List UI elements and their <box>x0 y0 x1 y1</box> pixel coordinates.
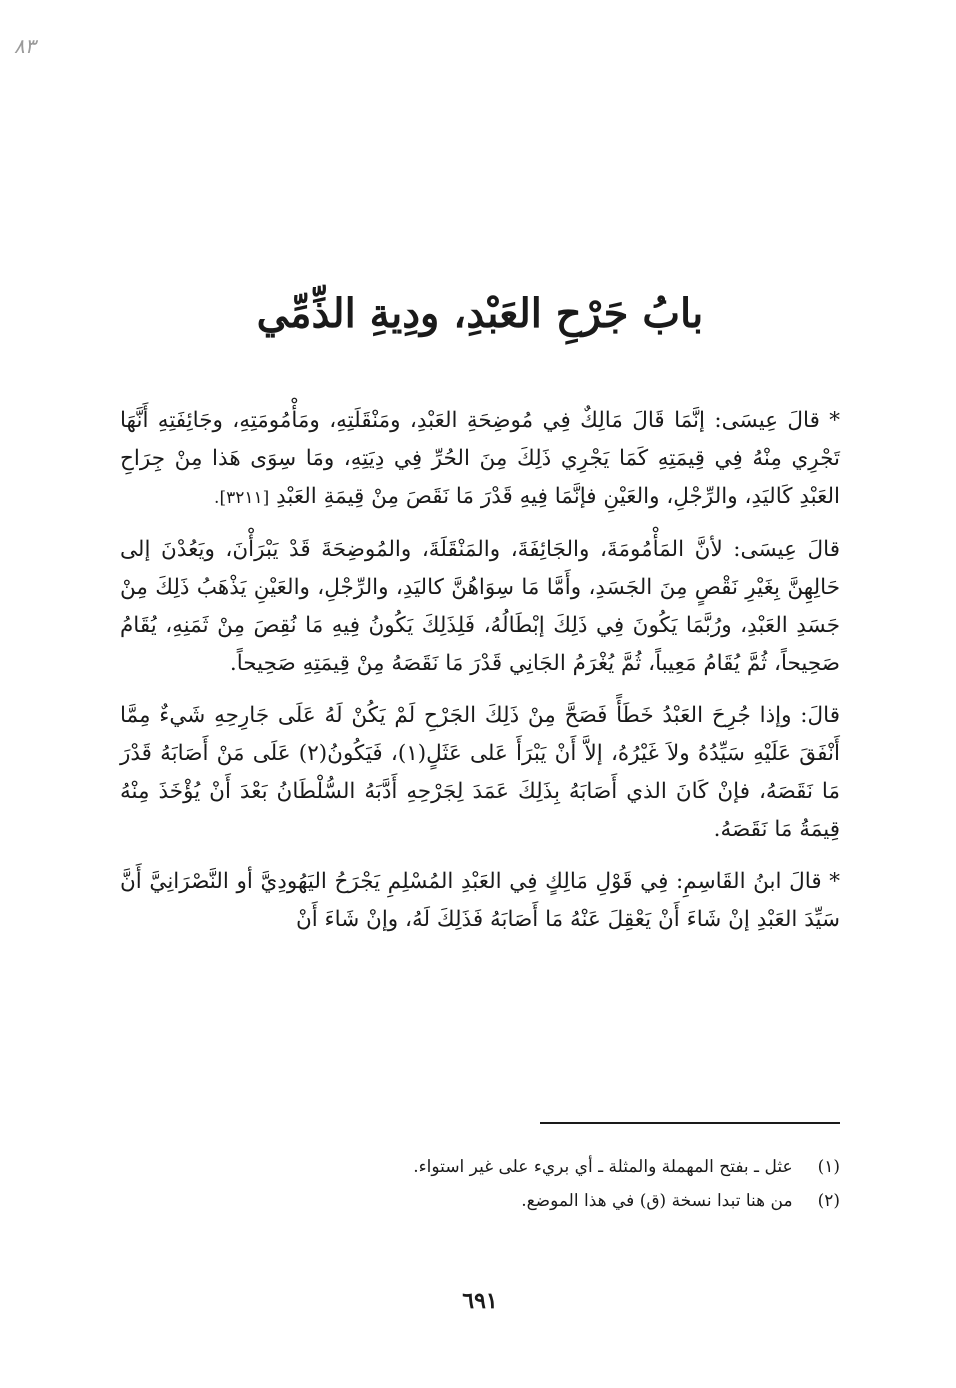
paragraph-2-text: قالَ عِيسَى: لأنَّ المَأْمُومَةَ، والجَائِفَةَ، والمَنْقَلَةَ، والمُوضِحَةَ قَدْ يَبْرَأْنَ، ويَعُدْنَ إلى حَالِهِنَّ بِغَيْرِ نَقْصٍ مِنَ الجَسَدِ، وأَمَّا مَا سِوَاهُنَّ كاليَدِ، والرِّجْلِ، والعَيْنِ يَذْهَبُ ذَلِكَ مِنْ جَسَدِ العَبْدِ، ورُبَّمَا يَكُونَ فِي ذَلِكَ إبْطَالُهُ، فَلِذَلِكَ يَكُونُ فِيهِ مَا نُقِصَ مِنْ ثَمَنِهِ، يُقَامُ صَحِيحاً، ثُمَّ يُقَامُ مَعِيباً، ثُمَّ يُغْرَمُ الجَانِي قَدْرَ مَا نَقَصَهُ مِنْ قِيمَتِهِ صَحِيحاً. <box>120 537 840 676</box>
corner-pencil-mark: ٨٣ <box>14 34 36 58</box>
body-text <box>120 402 840 953</box>
chapter-title: بابُ جَرْحِ العَبْدِ، ودِيةِ الذِّمِّي <box>256 290 704 337</box>
reference-number: [٣٢١١]. <box>214 488 270 508</box>
paragraph-4 <box>120 863 840 939</box>
paragraph-2 <box>120 531 840 683</box>
paragraph-4-text: * قالَ ابنُ القَاسِمِ: فِي قَوْلِ مَالِكٍ فِي العَبْدِ المُسْلِمِ يَجْرَحُ اليَهُودِيَّ أو النَّصْرَانِيَّ أَنَّ سَيِّدَ العَبْدِ إنْ شَاءَ أَنْ يَعْقِلَ عَنْهُ مَا أَصَابَهُ فَذَلِكَ لَهُ، وإنْ شَاءَ أَنْ <box>120 869 840 932</box>
paragraph-3-text: قالَ: وإذا جُرِحَ العَبْدُ خَطَأً فَصَحَّ مِنْ ذَلِكَ الجَرْحِ لَمْ يَكُنْ لَهُ عَلَى جَارِحِهِ شَيءٌ مِمَّا أَنْفَقَ عَلَيْهِ سَيِّدُهُ ولاَ غَيْرُهُ، إلاَّ أَنْ يَبْرَأَ عَلى عَثَلٍ(١)، فَيَكُونُ(٢) عَلَى مَنْ أَصَابَهُ قَدْرَ مَا نَقَصَهُ، فإنْ كَانَ الذي أَصَابَهُ بِذَلِكَ عَمَدَ لِجَرْحِهِ أَدَّبَهُ السُّلْطَانُ بَعْدَ أَنْ يُؤْخَذَ مِنْهُ قِيمَةُ مَا نَقَصَهُ. <box>120 703 841 842</box>
paragraph-1 <box>120 402 840 517</box>
paragraph-1-text: * قالَ عِيسَى: إنَّمَا قَالَ مَالِكٌ فِي مُوضِحَةِ العَبْدِ، ومَنْقَلَتِهِ، ومَأْمُومَتِهِ، وجَائِفَتِهِ أَنَّهَا تَجْرِي مِنْهُ فِي قِيمَتِهِ كَمَا يَجْرِي ذَلِكَ مِنَ الحُرِّ فِي دِيَتِهِ، ومَا سِوَى هَذا مِنْ جِرَاحِ العَبْدِ كَاليَدِ، والرِّجْلِ، والعَيْنِ فإنَّمَا فِيهِ قَدْرَ مَا نَقَصَ مِنْ قِيمَةِ العَبْدِ <box>120 408 840 509</box>
page-number: ٦٩١ <box>462 1288 498 1314</box>
footnote-item <box>120 1150 840 1184</box>
footnote-item <box>120 1184 840 1218</box>
footnotes <box>120 1150 840 1218</box>
footnote-text: من هنا تبدا نسخة (ق) في هذا الموضع. <box>521 1191 793 1211</box>
paragraph-3 <box>120 697 840 849</box>
footnote-divider <box>540 1122 840 1124</box>
footnote-number: (١) <box>817 1157 840 1177</box>
footnote-number: (٢) <box>817 1191 840 1211</box>
footnote-text: عثل ـ بفتح المهملة والمثلة ـ أي بريء على غير استواء. <box>413 1157 793 1177</box>
book-page <box>120 0 840 1388</box>
